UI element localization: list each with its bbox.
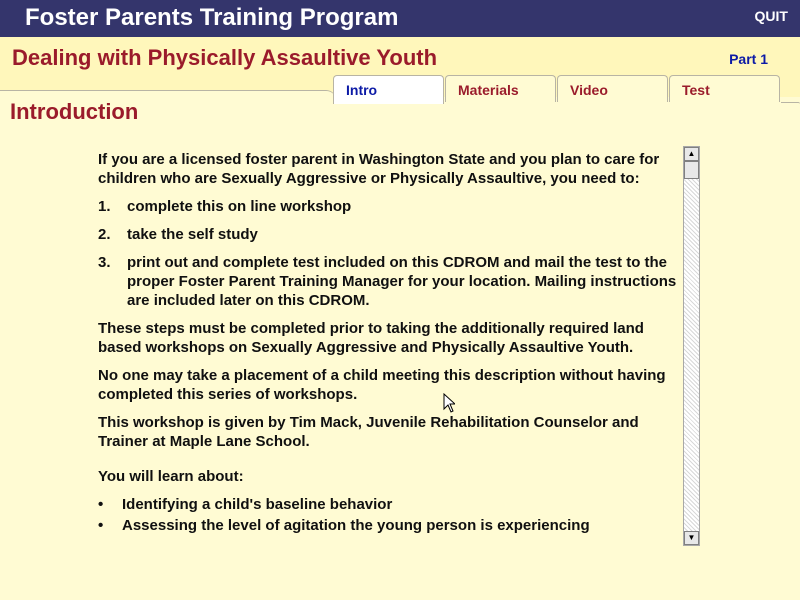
paragraph: These steps must be completed prior to taking the additionally required land based workshops on Sexually Aggressive and Physically Assaultive Youth. [98, 320, 644, 356]
scroll-thumb[interactable] [684, 161, 699, 179]
mouse-pointer-icon [443, 393, 455, 413]
vertical-scrollbar[interactable] [683, 146, 700, 546]
tab-materials[interactable]: Materials [445, 75, 556, 102]
scroll-down-arrow-icon[interactable]: ▼ [684, 531, 699, 545]
step-number: 1. [98, 198, 111, 215]
learn-heading: You will learn about: [98, 468, 244, 485]
tab-bar [333, 75, 781, 103]
bullet-icon: • [98, 496, 104, 513]
quit-button[interactable]: QUIT [754, 8, 788, 24]
step-text: take the self study [127, 226, 258, 243]
tab-video[interactable]: Video [557, 75, 668, 102]
list-item [98, 197, 678, 216]
tab-intro[interactable]: Intro [333, 75, 444, 104]
step-text: complete this on line workshop [127, 198, 352, 215]
course-title: Dealing with Physically Assaultive Youth [12, 45, 438, 70]
scroll-up-arrow-icon[interactable]: ▲ [684, 147, 699, 161]
bullet-text: Identifying a child's baseline behavior [122, 496, 393, 513]
intro-paragraph: If you are a licensed foster parent in Washington State and you plan to care for children who are Sexually Aggressive or Physically Assaultive, you need to: [98, 151, 660, 187]
list-item [98, 225, 678, 244]
step-text: print out and complete test included on this CDROM and mail the test to the proper Foster Parent Training Manager for your location. Mailing instructions are included later on this CDROM. [127, 254, 677, 309]
step-number: 2. [98, 226, 111, 243]
list-item [98, 253, 678, 310]
content-scroll-area[interactable] [98, 150, 678, 545]
title-bar [0, 0, 800, 37]
bullet-text: Assessing the level of agitation the young person is experiencing [122, 517, 590, 534]
app-title: Foster Parents Training Program [25, 4, 399, 31]
step-number: 3. [98, 254, 111, 271]
bullet-icon: • [98, 517, 104, 534]
tab-test[interactable]: Test [669, 75, 780, 102]
list-item [98, 495, 678, 514]
section-title: Introduction [10, 99, 139, 124]
part-label: Part 1 [729, 51, 768, 67]
panel-top-edge-right [781, 102, 800, 104]
paragraph: This workshop is given by Tim Mack, Juvenile Rehabilitation Counselor and Trainer at Maple Lane School. [98, 414, 639, 450]
list-item [98, 516, 678, 535]
paragraph: No one may take a placement of a child meeting this description without having completed this series of workshops. [98, 367, 666, 403]
